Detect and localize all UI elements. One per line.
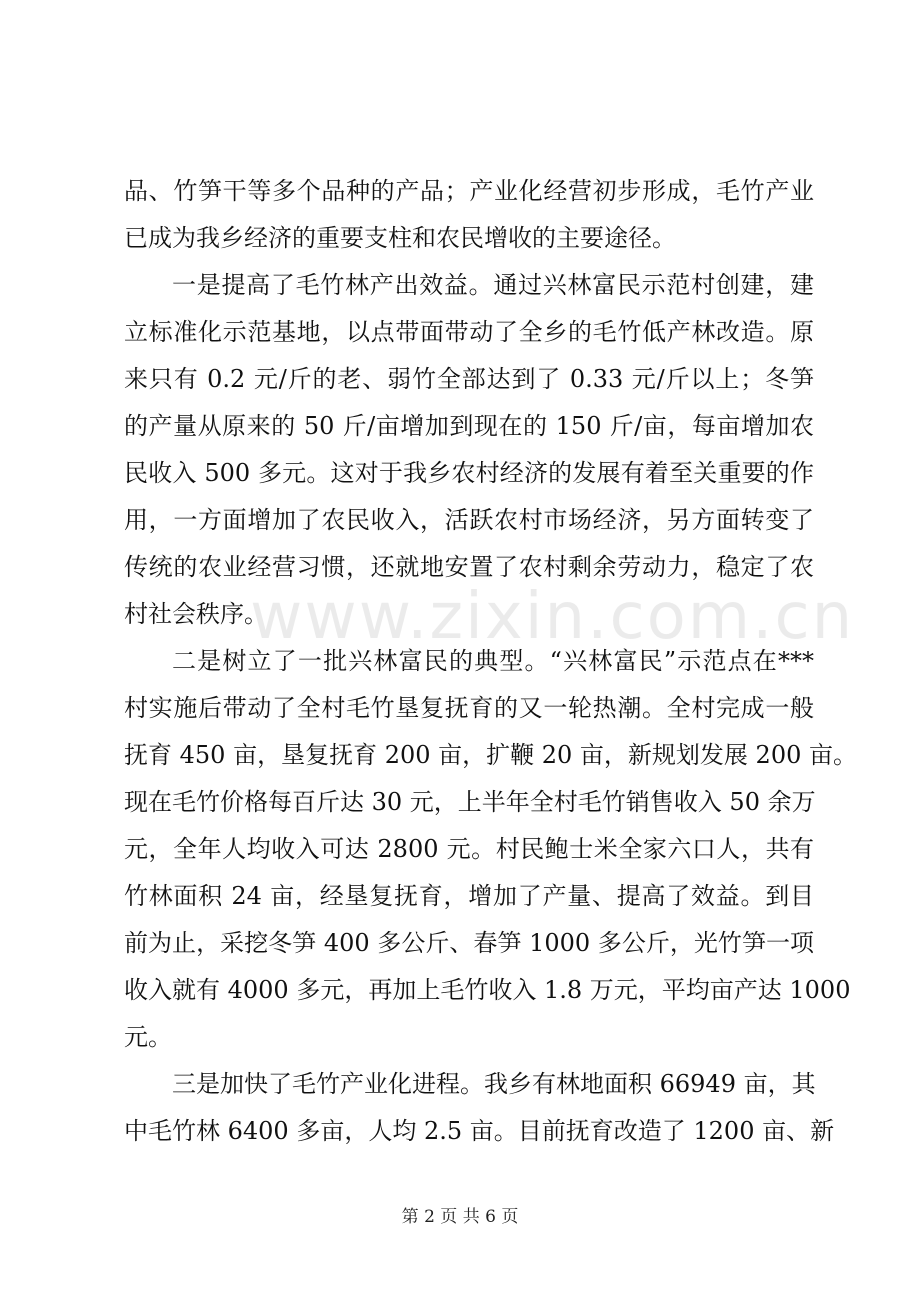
text-line: 品、竹笋干等多个品种的产品；产业化经营初步形成，毛竹产业 <box>124 177 814 205</box>
text-line: 元。 <box>124 1023 172 1051</box>
text-line: 前为止，采挖冬笋 400 多公斤、春笋 1000 多公斤，光竹笋一项 <box>124 929 814 957</box>
text-line: 立标准化示范基地，以点带面带动了全乡的毛竹低产林改造。原 <box>124 318 814 346</box>
text-line: 三是加快了毛竹产业化进程。我乡有林地面积 66949 亩，其 <box>172 1070 816 1098</box>
text-line: 的产量从原来的 50 斤/亩增加到现在的 150 斤/亩，每亩增加农 <box>124 412 814 440</box>
text-line: 村实施后带动了全村毛竹垦复抚育的又一轮热潮。全村完成一般 <box>124 694 814 722</box>
text-line: 收入就有 4000 多元，再加上毛竹收入 1.8 万元，平均亩产达 1000 <box>124 976 851 1004</box>
text-line: 传统的农业经营习惯，还就地安置了农村剩余劳动力，稳定了农 <box>124 553 814 581</box>
text-line: 元，全年人均收入可达 2800 元。村民鲍士米全家六口人，共有 <box>124 835 814 863</box>
text-line: 来只有 0.2 元/斤的老、弱竹全部达到了 0.33 元/斤以上；冬笋 <box>124 365 814 393</box>
text-line: 现在毛竹价格每百斤达 30 元，上半年全村毛竹销售收入 50 余万 <box>124 788 816 816</box>
page-number: 第 2 页 共 6 页 <box>401 1207 519 1227</box>
text-line: 一是提高了毛竹林产出效益。通过兴林富民示范村创建，建 <box>172 271 814 299</box>
text-line: 中毛竹林 6400 多亩，人均 2.5 亩。目前抚育改造了 1200 亩、新 <box>124 1117 835 1145</box>
text-line: 抚育 450 亩，垦复抚育 200 亩，扩鞭 20 亩，新规划发展 200 亩。 <box>124 741 857 769</box>
text-line: 已成为我乡经济的重要支柱和农民增收的主要途径。 <box>124 224 676 252</box>
text-line: 竹林面积 24 亩，经垦复抚育，增加了产量、提高了效益。到目 <box>124 882 814 910</box>
document-body <box>124 168 857 1155</box>
page-footer <box>0 1202 920 1227</box>
text-line: 村社会秩序。 <box>124 600 268 628</box>
text-line: 二是树立了一批兴林富民的典型。“兴林富民”示范点在*** <box>172 647 814 675</box>
text-line: 民收入 500 多元。这对于我乡农村经济的发展有着至关重要的作 <box>124 459 814 487</box>
text-line: 用，一方面增加了农民收入，活跃农村市场经济，另方面转变了 <box>124 506 814 534</box>
watermark: www.zixin.com.cn <box>250 580 855 654</box>
